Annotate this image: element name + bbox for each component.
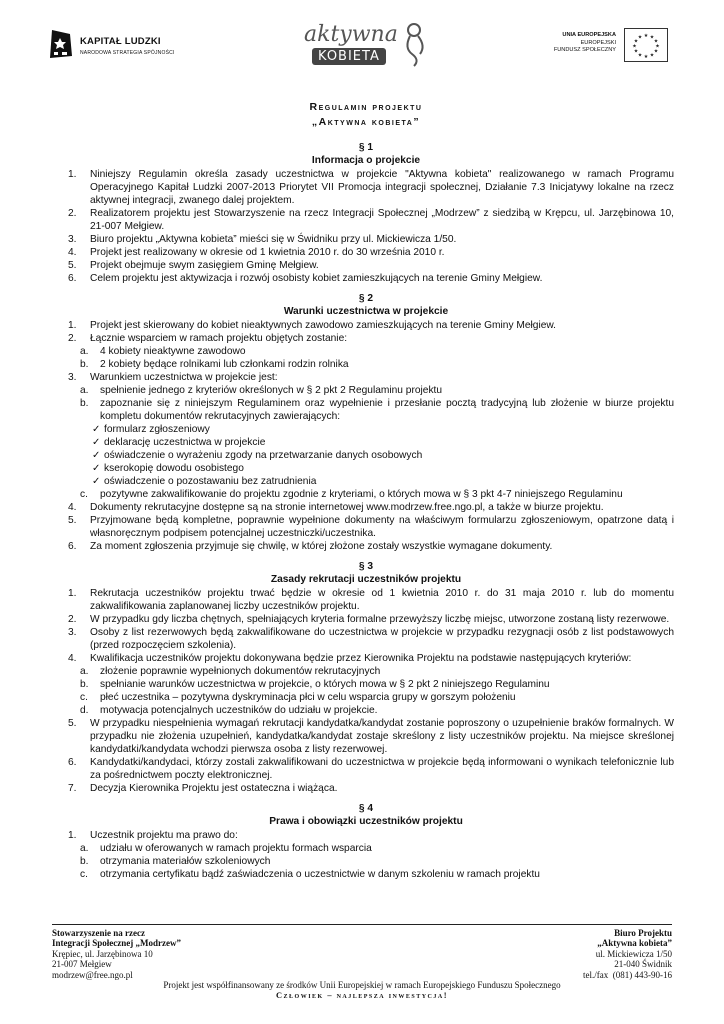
s1-item-1-text: Niniejszy Regulamin określa zasady uczestnictwa w projekcie "Aktywna kobieta" realizowanego w ramach Programu Operacyjnego Kapitał Ludzki 2007-2013 Priorytet VII Promocja integracji społecznej, Działanie 7.3 Inicjatywy lokalne na rzecz aktywnej integracji, zwanego dalej projektem. xyxy=(90,169,674,206)
list-subitem: d. motywacja potencjalnych uczestników do udziału w projekcie. xyxy=(80,705,378,716)
checkmark-icon: ✓ xyxy=(92,476,101,487)
footer-right-line-4: 21-040 Świdnik xyxy=(614,959,672,970)
s3-item-2-text: W przypadku gdy liczba chętnych, spełniających kryteria formalne przewyższy liczbę miejsc, utworzone zostaną listy rezerwowe. xyxy=(90,614,670,625)
svg-text:★: ★ xyxy=(637,52,643,59)
footer-slogan: Człowiek – najlepsza inwestycja! xyxy=(276,991,448,1000)
checkmark-icon: ✓ xyxy=(92,450,101,461)
section-1-number: § 1 xyxy=(358,142,374,153)
kapital-ludzki-logo xyxy=(48,26,198,64)
eu-line-1: UNIA EUROPEJSKA xyxy=(562,32,616,38)
s1-item-5-text: Projekt obejmuje swym zasięgiem Gminę Mełgiew. xyxy=(90,260,319,271)
eu-text-block xyxy=(554,32,616,55)
s3-item-3-text: Osoby z list rezerwowych będą zakwalifikowane do uczestnictwa w projekcie w przypadku rezygnacji osób z list podstawowych (przed rozpoczęciem szkolenia). xyxy=(90,627,674,651)
list-item: 3. Biuro projektu „Aktywna kobieta” mieści się w Świdniku przy ul. Mickiewicza 1/50. xyxy=(68,234,457,245)
document-title-line-2: „Aktywna kobieta” xyxy=(311,116,421,128)
s3-item-6-text: Kandydatki/kandydaci, którzy zostali zakwalifikowani do uczestnictwa w projekcie będą informowani o wynikach telefonicznie lub za pośrednictwem poczty elektronicznej. xyxy=(90,757,674,781)
page-header xyxy=(0,0,724,78)
regulation-document xyxy=(58,100,674,881)
svg-text:★: ★ xyxy=(643,33,649,39)
list-subitem: a. złożenie poprawnie wypełnionych dokumentów rekrutacyjnych xyxy=(80,666,381,677)
footer-cofinance-note: Projekt jest współfinansowany ze środków Unii Europejskiej w ramach Europejskiego Funduszu Społecznego xyxy=(163,980,561,990)
s2-item-2b-text: 2 kobiety będące rolnikami lub członkami rodzin rolnika xyxy=(100,359,349,370)
svg-text:★: ★ xyxy=(637,34,643,41)
svg-text:★: ★ xyxy=(653,48,659,55)
list-item: 1. Niniejszy Regulamin określa zasady uczestnictwa w projekcie "Aktywna kobieta" realizowanego w ramach Programu Operacyjnego Kapitał Ludzki 2007-2013 Priorytet VII Promocja integracji społecznej, Działanie 7.3 Inicjatywy lokalne na rzecz aktywnej integracji, zwanego dalej projektem. xyxy=(68,169,674,206)
list-subitem: c. otrzymania certyfikatu bądź zaświadczenia o uczestnictwie w danym szkoleniu w ramach projektu xyxy=(80,869,540,880)
footer-left-line-1: Stowarzyszenie na rzecz xyxy=(52,928,145,938)
list-subitem: c. pozytywne zakwalifikowanie do projektu zgodnie z kryteriami, o których mowa w § 3 pkt 4-7 niniejszego Regulaminu xyxy=(80,489,623,500)
eu-flag-icon xyxy=(624,28,668,62)
svg-text:★: ★ xyxy=(649,52,655,59)
list-item: 5. Projekt obejmuje swym zasięgiem Gminę Mełgiew. xyxy=(68,260,319,271)
woman-silhouette-icon xyxy=(400,20,430,68)
list-subitem: a. udziału w oferowanych w ramach projektu formach wsparcia xyxy=(80,843,372,854)
section-3-title: Zasady rekrutacji uczestników projektu xyxy=(270,574,462,585)
s3-item-4-text: Kwalifikacja uczestników projektu dokonywana będzie przez Kierownika Projektu na podstawie następujących kryteriów: xyxy=(90,653,632,664)
list-item: 4. Dokumenty rekrutacyjne dostępne są na stronie internetowej www.modrzew.free.ngo.pl, a także w biurze projektu. xyxy=(68,502,604,513)
list-item: 3. Osoby z list rezerwowych będą zakwalifikowane do uczestnictwa w projekcie w przypadku rezygnacji osób z list podstawowych (przed rozpoczęciem szkolenia). xyxy=(68,627,674,651)
section-4-number: § 4 xyxy=(358,803,374,814)
section-2-number: § 2 xyxy=(358,293,374,304)
list-subitem: c. płeć uczestnika – pozytywna dyskryminacja płci w celu wsparcia grupy w gorszym położeniu xyxy=(80,692,516,703)
list-item: 6. Za moment zgłoszenia przyjmuje się chwilę, w której złożone zostały wszystkie wymagane dokumenty. xyxy=(68,541,553,552)
list-item: 2. W przypadku gdy liczba chętnych, spełniających kryteria formalne przewyższy liczbę miejsc, utworzone zostaną listy rezerwowe. xyxy=(68,614,670,625)
footer-divider xyxy=(52,924,672,925)
s3-item-4a-text: złożenie poprawnie wypełnionych dokumentów rekrutacyjnych xyxy=(100,666,381,677)
list-item: 6. Celem projektu jest aktywizacja i rozwój osobisty kobiet zamieszkujących na terenie Gminy Mełgiew. xyxy=(68,273,543,284)
checkmark-icon: ✓ xyxy=(92,463,101,474)
s2-item-2a-text: 4 kobiety nieaktywne zawodowo xyxy=(100,346,246,357)
footer-office-address xyxy=(583,928,672,980)
svg-text:★: ★ xyxy=(633,48,639,55)
footer-left-line-4: 21-007 Mełgiew xyxy=(52,959,112,970)
s2-item-4-text: Dokumenty rekrutacyjne dostępne są na stronie internetowej www.modrzew.free.ngo.pl, a także w biurze projektu. xyxy=(90,502,604,513)
kapital-ludzki-subtitle: NARODOWA STRATEGIA SPÓJNOŚCI xyxy=(80,50,175,56)
section-4-title: Prawa i obowiązki uczestników projektu xyxy=(269,816,463,827)
list-subitem: a. spełnienie jednego z kryteriów określonych w § 2 pkt 2 Regulaminu projektu xyxy=(80,385,443,396)
eu-efs-logo xyxy=(540,28,672,68)
s2-item-2-text: Łącznie wsparciem w ramach projektu objętych zostanie: xyxy=(90,333,348,344)
list-item: 2. Realizatorem projektu jest Stowarzyszenie na rzecz Integracji Społecznej „Modrzew” z siedzibą w Krępcu, ul. Jarzębinowa 10, 21-007 Mełgiew. xyxy=(68,208,674,232)
kobieta-logo-word: KOBIETA xyxy=(312,48,386,65)
svg-text:★: ★ xyxy=(649,34,655,41)
footer-left-line-3: Krępiec, ul. Jarzębinowa 10 xyxy=(52,948,153,959)
check-4-text: kserokopię dowodu osobistego xyxy=(104,463,244,474)
s3-item-4d-text: motywacja potencjalnych uczestników do udziału w projekcie. xyxy=(100,705,378,716)
checklist-item xyxy=(58,449,674,462)
s3-item-1-text: Rekrutacja uczestników projektu trwać będzie w okresie od 1 kwietnia 2010 r. do 31 maja 2010 r. lub do momentu zakwalifikowania zaplanowanej liczby uczestników projektu. xyxy=(90,588,674,612)
s2-item-3c-text: pozytywne zakwalifikowanie do projektu zgodnie z kryteriami, o których mowa w § 3 pkt 4-7 niniejszego Regulaminu xyxy=(100,489,623,500)
s3-item-4b-text: spełnianie warunków uczestnictwa w projekcie, o których mowa w § 2 pkt 2 niniejszego Regulaminu xyxy=(100,679,550,690)
s2-item-3-text: Warunkiem uczestnictwa w projekcie jest: xyxy=(90,372,278,383)
s1-item-2-text: Realizatorem projektu jest Stowarzyszenie na rzecz Integracji Społecznej „Modrzew” z siedzibą w Krępcu, ul. Jarzębinowa 10, 21-007 Mełgiew. xyxy=(90,208,674,232)
footer-right-line-1: Biuro Projektu xyxy=(614,928,672,938)
s2-item-6-text: Za moment zgłoszenia przyjmuje się chwilę, w której złożone zostały wszystkie wymagane dokumenty. xyxy=(90,541,553,552)
s4-item-1b-text: otrzymania materiałów szkoleniowych xyxy=(100,856,271,867)
eu-line-3: FUNDUSZ SPOŁECZNY xyxy=(553,47,616,53)
list-item: 1. Uczestnik projektu ma prawo do: xyxy=(68,830,238,841)
check-1-text: formularz zgłoszeniowy xyxy=(104,424,210,435)
s1-item-6-text: Celem projektu jest aktywizacja i rozwój osobisty kobiet zamieszkujących na terenie Gminy Mełgiew. xyxy=(90,273,543,284)
list-item: 7. Decyzja Kierownika Projektu jest ostateczna i wiążąca. xyxy=(68,783,338,794)
list-item: 4. Projekt jest realizowany w okresie od 1 kwietnia 2010 r. do 30 września 2010 r. xyxy=(68,247,445,258)
list-item: 5. W przypadku niespełnienia wymagań rekrutacji kandydatka/kandydat zostanie poproszony o uzupełnienie braków formalnych. W przypadku nie złożenia uzupełnień, kandydatka/kandydat zostaje skreślony z listy uczestników projektu. Na miejsce skreślonej kandydatki/kandydata wchodzi pierwsza osoba z listy rezerwowej. xyxy=(68,718,674,755)
svg-text:★: ★ xyxy=(633,38,639,45)
s2-item-3a-text: spełnienie jednego z kryteriów określonych w § 2 pkt 2 Regulaminu projektu xyxy=(100,385,443,396)
footer-left-line-2: Integracji Społecznej „Modrzew” xyxy=(52,938,181,949)
list-subitem: b. otrzymania materiałów szkoleniowych xyxy=(80,856,271,867)
list-item: 2. Łącznie wsparciem w ramach projektu objętych zostanie: xyxy=(68,333,348,344)
svg-text:★: ★ xyxy=(655,43,660,50)
s4-item-1-text: Uczestnik projektu ma prawo do: xyxy=(90,830,238,841)
aktywna-logo-word: aktywna xyxy=(304,22,398,47)
list-subitem: b. spełnianie warunków uczestnictwa w projekcie, o których mowa w § 2 pkt 2 niniejszego Regulaminu xyxy=(80,679,550,690)
checkmark-icon: ✓ xyxy=(92,424,101,435)
footer-right-line-3: ul. Mickiewicza 1/50 xyxy=(595,948,672,959)
checkmark-icon: ✓ xyxy=(92,437,101,448)
list-subitem: a. 4 kobiety nieaktywne zawodowo xyxy=(80,346,246,357)
list-item: 1. Projekt jest skierowany do kobiet nieaktywnych zawodowo zamieszkujących na terenie Gminy Mełgiew. xyxy=(68,320,557,331)
s4-item-1c-text: otrzymania certyfikatu bądź zaświadczenia o uczestnictwie w danym szkoleniu w ramach projektu xyxy=(100,869,540,880)
check-2-text: deklarację uczestnictwa w projekcie xyxy=(104,437,266,448)
footer-association-address xyxy=(52,928,181,980)
document-title-line-1: Regulamin projektu xyxy=(309,101,423,113)
kapital-ludzki-mark-icon xyxy=(48,28,74,60)
s3-item-4c-text: płeć uczestnika – pozytywna dyskryminacja płci w celu wsparcia grupy w gorszym położeniu xyxy=(100,692,516,703)
footer-phone: tel./fax (081) 443-90-16 xyxy=(583,969,672,980)
list-item: 6. Kandydatki/kandydaci, którzy zostali zakwalifikowani do uczestnictwa w projekcie będą informowani o wynikach telefonicznie lub za pośrednictwem poczty elektronicznej. xyxy=(68,757,674,781)
list-item: 5. Przyjmowane będą kompletne, poprawnie wypełnione dokumenty na właściwym formularzu zgłoszeniowym, opatrzone datą i własnoręcznym podpisem potencjalnej uczestniczki/uczestnika. xyxy=(68,515,674,539)
checklist-item xyxy=(58,475,674,488)
kapital-ludzki-title: KAPITAŁ LUDZKI xyxy=(80,36,161,47)
s2-item-5-text: Przyjmowane będą kompletne, poprawnie wypełnione dokumenty na właściwym formularzu zgłoszeniowym, opatrzone datą i własnoręcznym podpisem potencjalnej uczestniczki/uczestnika. xyxy=(90,515,674,539)
s1-item-4-text: Projekt jest realizowany w okresie od 1 kwietnia 2010 r. do 30 września 2010 r. xyxy=(90,247,445,258)
s3-item-7-text: Decyzja Kierownika Projektu jest ostateczna i wiążąca. xyxy=(90,783,338,794)
check-3-text: oświadczenie o wyrażeniu zgody na przetwarzanie danych osobowych xyxy=(104,450,423,461)
svg-text:★: ★ xyxy=(653,38,659,45)
s2-item-1-text: Projekt jest skierowany do kobiet nieaktywnych zawodowo zamieszkujących na terenie Gminy Mełgiew. xyxy=(90,320,557,331)
checklist-item xyxy=(58,436,674,449)
s4-item-1a-text: udziału w oferowanych w ramach projektu formach wsparcia xyxy=(100,843,372,854)
s3-item-5-text: W przypadku niespełnienia wymagań rekrutacji kandydatka/kandydat zostanie poproszony o uzupełnienie braków formalnych. W przypadku nie złożenia uzupełnień, kandydatka/kandydat zostaje skreślony z listy uczestników projektu. Na miejsce skreślonej kandydatki/kandydata wchodzi pierwsza osoba z listy rezerwowej. xyxy=(90,718,674,755)
footer-right-line-2: „Aktywna kobieta” xyxy=(597,938,672,949)
list-item: 1. Rekrutacja uczestników projektu trwać będzie w okresie od 1 kwietnia 2010 r. do 31 maja 2010 r. lub do momentu zakwalifikowania zaplanowanej liczby uczestników projektu. xyxy=(68,588,674,612)
s2-item-3b-text: zapoznanie się z niniejszym Regulaminem oraz wypełnienie i przesłanie pocztą tradycyjną lub złożenie w biurze projektu kompletu dokumentów rekrutacyjnych zawierających: xyxy=(100,398,674,422)
s1-item-3-text: Biuro projektu „Aktywna kobieta” mieści się w Świdniku przy ul. Mickiewicza 1/50. xyxy=(90,234,457,245)
check-5-text: oświadczenie o pozostawaniu bez zatrudnienia xyxy=(104,476,317,487)
footer-email: modrzew@free.ngo.pl xyxy=(52,969,133,980)
checklist-item xyxy=(58,462,674,475)
list-subitem: b. zapoznanie się z niniejszym Regulaminem oraz wypełnienie i przesłanie pocztą tradycyjną lub złożenie w biurze projektu kompletu dokumentów rekrutacyjnych zawierających: xyxy=(80,398,674,422)
list-item: 3. Warunkiem uczestnictwa w projekcie jest: xyxy=(68,372,278,383)
section-3-number: § 3 xyxy=(358,561,374,572)
section-2-title: Warunki uczestnictwa w projekcie xyxy=(283,306,449,317)
checklist-item xyxy=(58,423,674,436)
list-subitem: b. 2 kobiety będące rolnikami lub członkami rodzin rolnika xyxy=(80,359,349,370)
eu-line-2: EUROPEJSKI xyxy=(580,39,616,46)
svg-text:★: ★ xyxy=(632,43,637,50)
list-item: 4. Kwalifikacja uczestników projektu dokonywana będzie przez Kierownika Projektu na podstawie następujących kryteriów: xyxy=(68,653,632,664)
section-1-title: Informacja o projekcie xyxy=(311,155,421,166)
svg-text:★: ★ xyxy=(643,54,649,60)
aktywna-kobieta-logo xyxy=(304,20,432,70)
